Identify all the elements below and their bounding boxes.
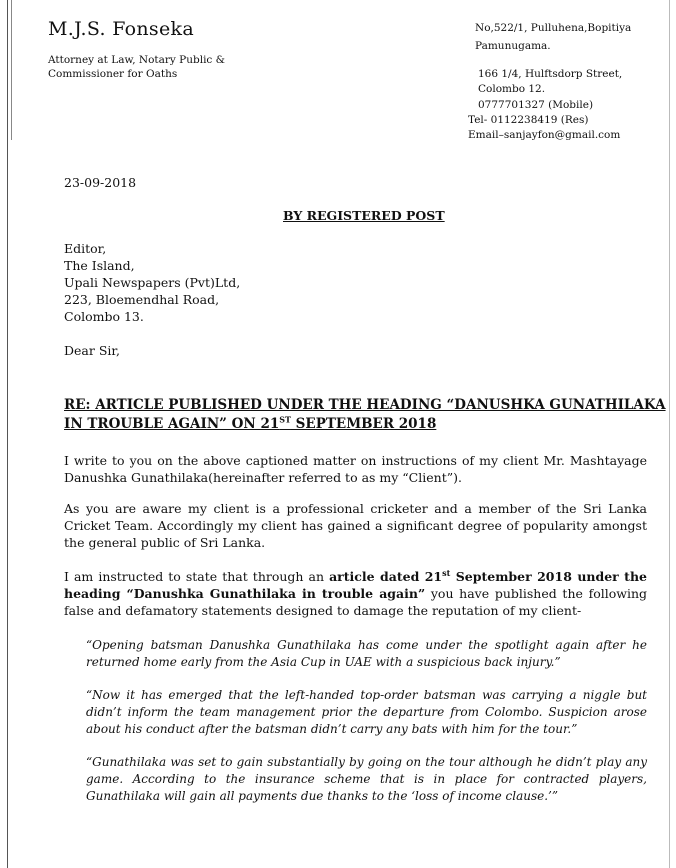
phone-residence: Tel- 0112238419 (Res) (468, 114, 589, 126)
letter-date: 23-09-2018 (64, 175, 137, 190)
p3-intro: I am instructed to state that through an (64, 569, 330, 584)
address-line: Colombo 12. (478, 83, 546, 95)
body-paragraph-2: As you are aware my client is a professional cricketer and a member of the Sri Lanka Cricket Team. Accordingly my client has gained a significant degree of popularity amongst the general public of Sri Lanka. (64, 501, 647, 550)
body-paragraph-3 (64, 568, 647, 619)
email-address: Email–sanjayfon@gmail.com (468, 129, 621, 141)
p3-ordinal-suffix: st (442, 567, 451, 578)
phone-mobile: 0777701327 (Mobile) (478, 99, 594, 111)
letterhead-title-line2: Commissioner for Oaths (48, 68, 178, 80)
right-margin-rule (669, 0, 670, 868)
left-margin-rule-inner (11, 0, 12, 140)
recipient-line: The Island, (64, 258, 135, 273)
recipient-line: Colombo 13. (64, 309, 144, 324)
subject-line2-b: SEPTEMBER 2018 (290, 416, 437, 432)
letterhead-title-line1: Attorney at Law, Notary Public & (48, 54, 225, 66)
quote-1: “Opening batsman Danushka Gunathilaka has come under the spotlight again after he returned home early from the Asia Cup in UAE with a suspicious back injury.” (86, 638, 647, 669)
quote-2: “Now it has emerged that the left-handed top-order batsman was carrying a niggle but didn’t inform the team management prior the departure from Colombo. Suspicion arose about his conduct after the batsman didn’t carry any bats with him for the tour.” (86, 688, 647, 736)
subject-ordinal-suffix: ST (279, 414, 291, 425)
body-paragraph-1: I write to you on the above captioned matter on instructions of my client Mr. Mashtayage Danushka Gunathilaka(hereinafter referred to as my “Client”). (64, 453, 647, 485)
address-line: Pamunugama. (475, 40, 551, 52)
address-line: 166 1/4, Hulftsdorp Street, (478, 68, 623, 80)
p3-conclusion: you have published the following false and defamatory statements designed to damage the reputation of my client- (64, 586, 648, 618)
recipient-line: Upali Newspapers (Pvt)Ltd, (64, 275, 241, 290)
subject-line1: RE: ARTICLE PUBLISHED UNDER THE HEADING “DANUSHKA GUNATHILAKA (64, 397, 666, 413)
subject-line2-a: IN TROUBLE AGAIN” ON 21 (64, 416, 280, 432)
address-line: No,522/1, Pulluhena,Bopitiya (475, 22, 632, 34)
quote-3: “Gunathilaka was set to gain substantially by going on the tour although he didn’t play any game. According to the insurance scheme that is in place for contracted players, Gunathilaka will gain all payments due thanks to the ‘loss of income clause.’” (86, 755, 647, 803)
left-margin-rule (7, 0, 8, 868)
p3-article-ref: article dated 21 (329, 569, 443, 584)
p3-article-heading: September 2018 under the heading “Danushka Gunathilaka in trouble again” (64, 569, 647, 601)
recipient-line: 223, Bloemendhal Road, (64, 292, 220, 307)
salutation: Dear Sir, (64, 343, 120, 358)
subject-line2 (64, 415, 649, 434)
letterhead-name: M.J.S. Fonseka (48, 18, 194, 40)
recipient-line: Editor, (64, 241, 107, 256)
delivery-method: BY REGISTERED POST (283, 208, 445, 223)
